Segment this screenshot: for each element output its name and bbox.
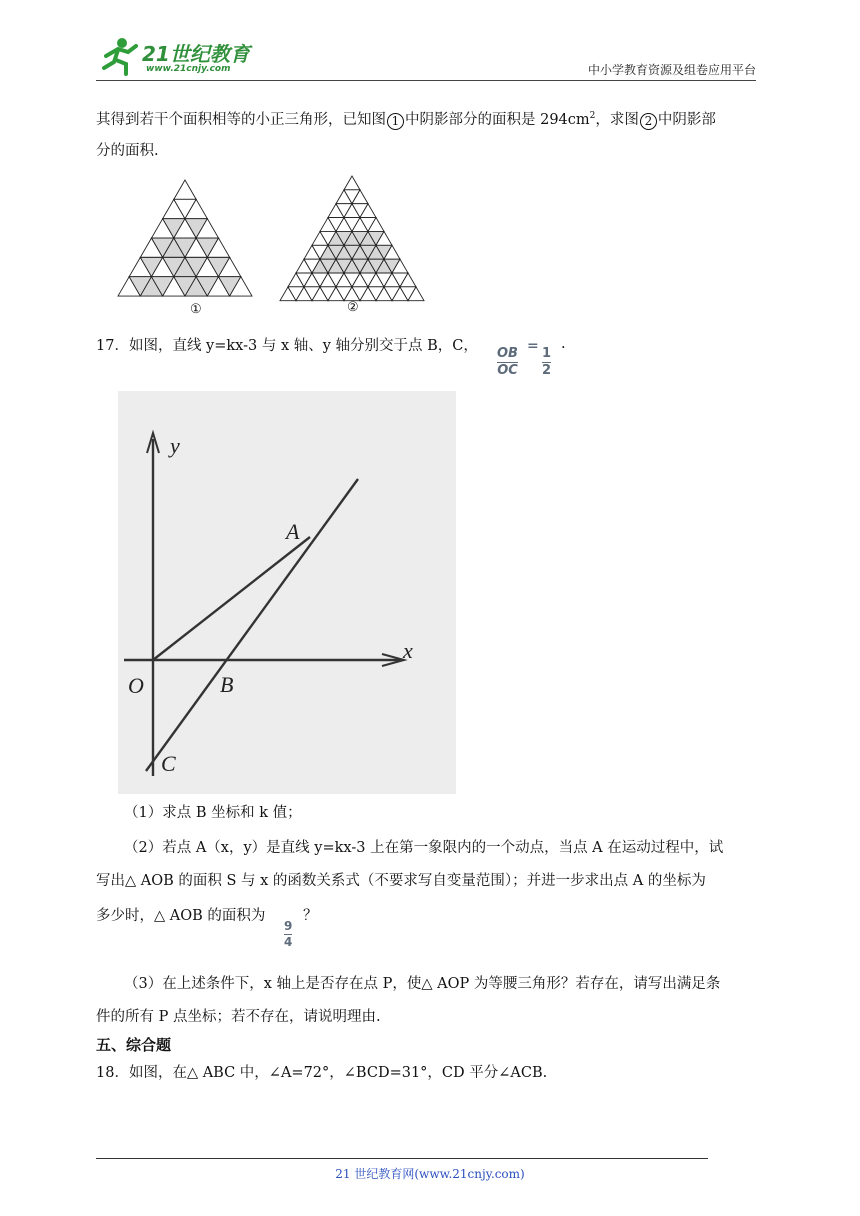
site-logo [96, 34, 266, 78]
figure-1-label: ① [190, 302, 202, 317]
q17-part-2-line-3: 多少时，△ AOB 的面积为 [96, 908, 266, 924]
section-5-title: 五、综合题 [96, 1036, 172, 1054]
q17-part-3-line-2: 件的所有 P 点坐标；若不存在，请说明理由. [96, 1009, 381, 1025]
q17-part-3-line-1: （3）在上述条件下，x 轴上是否存在点 P，使△ AOP 为等腰三角形？若存在，请写出满足条 [124, 976, 721, 992]
y-label: y [170, 433, 180, 458]
figure-1-triangle [118, 180, 252, 296]
x-label: x [403, 638, 413, 663]
q18-stem: 18．如图，在△ ABC 中，∠A=72°，∠BCD=31°，CD 平分∠ACB. [96, 1065, 548, 1081]
platform-name: 中小学教育资源及组卷应用平台 [587, 63, 756, 77]
equals-sign: = [527, 338, 539, 354]
q17-part-1: （1）求点 B 坐标和 k 值； [124, 805, 302, 821]
ob-oc-fraction: $\frac{OB}{OC}$ [497, 346, 518, 378]
circle-one: 1 [387, 113, 404, 130]
coordinate-graph [118, 391, 456, 794]
grid-cell [344, 176, 360, 190]
footer-divider [96, 1158, 708, 1159]
point-b-label: B [220, 672, 234, 697]
intro-line-1: 其得到若干个面积相等的小正三角形，已知图 1 中阴影部分的面积是 $294cm^2$，求图 2 中阴影部 [96, 111, 716, 128]
ratio-fraction: $\frac{1}{2}$ [542, 346, 552, 378]
line-bc [146, 479, 358, 771]
header-divider [96, 80, 756, 81]
segment-oa [153, 537, 310, 660]
q17-stem: 17．如图，直线 y=kx-3 与 x 轴、y 轴分别交于点 B，C， [96, 338, 478, 354]
figure-2-triangle [280, 176, 424, 301]
q17-part-2-end: ？ [303, 908, 318, 924]
logo-main-text: 21世纪教育 [142, 42, 250, 66]
figure-2-label: ② [347, 300, 359, 315]
point-a-label: A [286, 519, 300, 544]
footer-text: 21 世纪教育网(www.21cnjy.com) [335, 1167, 525, 1181]
grid-cell [174, 180, 196, 199]
logo-url-text: www.21cnjy.com [146, 64, 231, 74]
triangle-figures [110, 172, 440, 322]
point-c-label: C [161, 751, 176, 776]
q17-part-2-line-2: 写出△ AOB 的面积 S 与 x 的函数关系式（不要求写自变量范围）；并进一步求出点 A 的坐标为 [96, 873, 706, 889]
intro-line-2: 分的面积. [96, 143, 159, 159]
runner-icon [104, 38, 136, 74]
area-fraction: $\frac{9}{4}$ [284, 919, 293, 949]
origin-label: O [128, 673, 144, 698]
circle-two: 2 [640, 113, 657, 130]
q17-stem-end: . [561, 336, 566, 352]
q17-part-2-line-1: （2）若点 A（x，y）是直线 y=kx-3 上在第一象限内的一个动点，当点 A 在运动过程中，试 [124, 840, 724, 856]
